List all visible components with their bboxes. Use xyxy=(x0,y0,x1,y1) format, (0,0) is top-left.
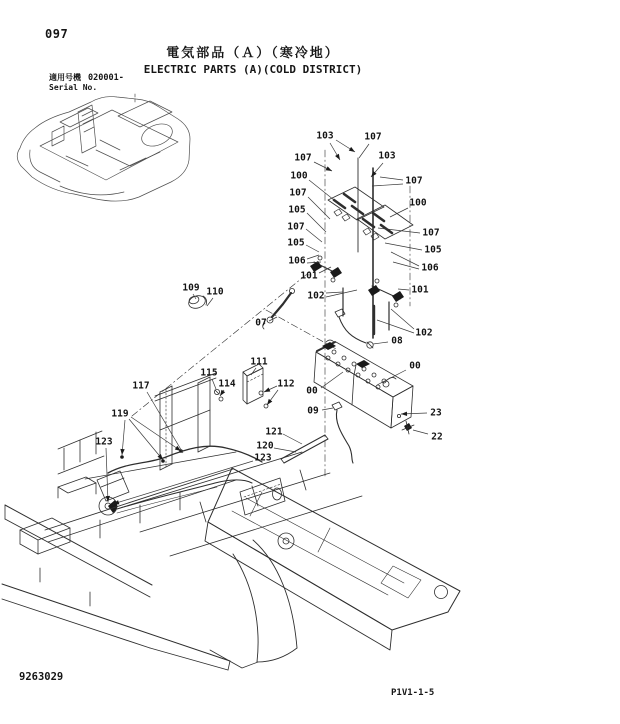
leader-line-117 xyxy=(147,392,183,453)
page-title-japanese: 電気部品（Ａ）（寒冷地） xyxy=(166,46,340,61)
leader-line-09 xyxy=(322,408,333,410)
leader-line-105 xyxy=(307,213,326,232)
leader-line-107 xyxy=(306,229,322,242)
leader-line-00 xyxy=(321,372,343,388)
part-callout-07: 07 xyxy=(255,317,267,329)
leader-line-102 xyxy=(377,320,414,333)
part-callout-107: 107 xyxy=(422,227,440,239)
leader-line-110 xyxy=(207,298,213,306)
part-callout-09: 09 xyxy=(307,405,319,417)
leader-line-119 xyxy=(131,417,181,451)
rod-parts xyxy=(343,288,389,334)
part-callout-110: 110 xyxy=(206,286,224,298)
leader-line-106 xyxy=(307,255,319,259)
rod-07 xyxy=(263,288,295,329)
part-callout-107: 107 xyxy=(405,175,423,187)
leader-line-107 xyxy=(308,197,330,219)
document-number: 9263029 xyxy=(19,671,64,683)
leader-arrowhead xyxy=(335,154,340,160)
part-callout-100: 100 xyxy=(409,197,427,209)
machine-thumbnail-drawing xyxy=(17,94,190,201)
leader-line-119 xyxy=(129,419,163,460)
part-callout-105: 105 xyxy=(288,204,306,216)
leader-line-120 xyxy=(274,448,296,452)
part-callout-115: 115 xyxy=(200,367,218,379)
leader-line-102 xyxy=(326,292,343,293)
leader-arrowhead xyxy=(267,399,272,405)
part-callout-121: 121 xyxy=(265,426,283,438)
cable-09 xyxy=(332,402,353,463)
part-callout-109: 109 xyxy=(182,282,200,294)
reel-disc xyxy=(97,471,252,515)
part-callout-00: 00 xyxy=(306,385,318,397)
leader-line-08 xyxy=(373,342,388,344)
part-callout-103: 103 xyxy=(316,130,334,142)
leader-line-102 xyxy=(326,290,357,297)
part-callout-107: 107 xyxy=(289,187,307,199)
leader-line-106 xyxy=(393,262,419,269)
part-callout-119: 119 xyxy=(111,408,129,420)
part-callout-123: 123 xyxy=(254,452,272,464)
page-title-english: ELECTRIC PARTS (A)(COLD DISTRICT) xyxy=(143,63,363,76)
part-callout-101: 101 xyxy=(411,284,429,296)
leader-line-105 xyxy=(306,245,319,252)
serial-number-value: 020001- xyxy=(88,73,124,83)
part-callout-106: 106 xyxy=(421,262,439,274)
main-frame-drawing xyxy=(2,364,460,670)
part-callout-23: 23 xyxy=(430,407,442,419)
part-callout-117: 117 xyxy=(132,380,150,392)
part-callout-107: 107 xyxy=(294,152,312,164)
leader-line-00 xyxy=(377,370,406,385)
part-callout-22: 22 xyxy=(431,431,443,443)
leader-arrowhead xyxy=(220,390,225,396)
part-callout-101: 101 xyxy=(300,270,318,282)
part-callout-08: 08 xyxy=(391,335,403,347)
leader-line-101 xyxy=(398,289,409,290)
battery-assembly-drawing xyxy=(314,340,413,428)
grommet-109 xyxy=(187,294,207,311)
part-callout-106: 106 xyxy=(288,255,306,267)
leader-arrowhead xyxy=(401,412,407,416)
leader-line-106 xyxy=(391,252,419,266)
heater-plate-right xyxy=(357,205,413,240)
leader-arrowhead xyxy=(326,166,332,171)
leader-line-105 xyxy=(385,243,422,250)
part-callout-112: 112 xyxy=(277,378,295,390)
leader-arrowhead xyxy=(349,147,355,152)
part-callout-114: 114 xyxy=(218,378,236,390)
part-callout-107: 107 xyxy=(364,131,382,143)
leader-line-100 xyxy=(309,180,334,200)
leader-line-22 xyxy=(413,430,428,434)
leader-line-100 xyxy=(390,208,408,217)
part-callout-00: 00 xyxy=(409,360,421,372)
part-callout-100: 100 xyxy=(290,170,308,182)
part-callout-111: 111 xyxy=(250,356,268,368)
part-callout-105: 105 xyxy=(287,237,305,249)
part-callout-105: 105 xyxy=(424,244,442,256)
cable-08 xyxy=(335,309,373,348)
leader-line-107 xyxy=(359,144,369,158)
leader-line-107 xyxy=(372,184,403,186)
leader-line-115 xyxy=(212,379,216,389)
part-callout-123: 123 xyxy=(95,436,113,448)
leader-line-107 xyxy=(380,177,403,180)
leader-line-121 xyxy=(283,434,302,444)
part-callout-102: 102 xyxy=(415,327,433,339)
part-callout-103: 103 xyxy=(378,150,396,162)
bracket-111 xyxy=(243,364,263,404)
part-callout-107: 107 xyxy=(287,221,305,233)
serial-label-english: Serial No. xyxy=(49,83,98,92)
part-callout-120: 120 xyxy=(256,440,274,452)
battery-deck xyxy=(205,468,460,650)
sheet-code: P1V1-1-5 xyxy=(391,688,435,698)
clamp-22 xyxy=(402,421,414,434)
leader-arrowhead xyxy=(120,449,124,455)
leader-arrowhead xyxy=(264,387,270,392)
part-callout-102: 102 xyxy=(307,290,325,302)
page-number: 097 xyxy=(45,27,69,41)
serial-label-japanese: 適用号機 xyxy=(49,73,81,82)
